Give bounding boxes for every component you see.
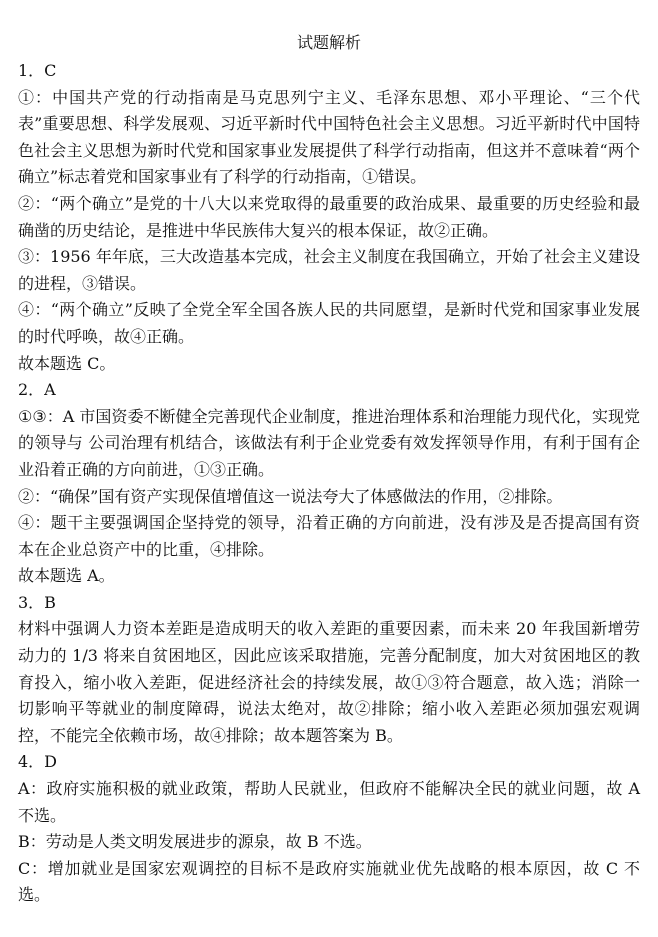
question-4-option-b-analysis: B：劳动是人类文明发展进步的源泉，故 B 不选。 bbox=[18, 832, 372, 852]
document-title: 试题解析 bbox=[296, 33, 361, 52]
question-4-option-a-analysis: A：政府实施积极的就业政策，帮助人民就业，但政府不能解决全民的就业问题，故 A 不选。 bbox=[18, 779, 640, 825]
question-1-option-1-analysis: ①：中国共产党的行动指南是马克思列宁主义、毛泽东思想、邓小平理论、“三个代表”重要思想、科学发展观、习近平新时代中国特色社会主义思想。习近平新时代中国特色社会主义思想为新时代党和国家事业发展提供了科学行动指南，但这并不意味着“两个确立”标志着党和国家事业有了科学的行动指南，①错误。 bbox=[18, 87, 640, 187]
question-2-option-13-analysis: ①③：A 市国资委不断健全完善现代企业制度，推进治理体系和治理能力现代化，实现党的领导与 公司治理有机结合，该做法有利于企业党委有效发挥领导作用，有利于国有企业沿着正确的方向前进，①③正确。 bbox=[18, 406, 640, 479]
question-2-conclusion: 故本题选 A。 bbox=[18, 566, 115, 586]
question-1-option-2-analysis: ②：“两个确立”是党的十八大以来党取得的最重要的政治成果、最重要的历史经验和最确凿的历史结论，是推进中华民族伟大复兴的根本保证，故②正确。 bbox=[18, 193, 640, 240]
question-2-option-4-analysis: ④：题干主要强调国企坚持党的领导，沿着正确的方向前进，没有涉及是否提高国有资本在企业总资产中的比重，④排除。 bbox=[18, 513, 640, 559]
question-1-option-3-analysis: ③：1956 年年底，三大改造基本完成，社会主义制度在我国确立，开始了社会主义建设的进程，③错误。 bbox=[18, 247, 640, 293]
question-2-option-2-analysis: ②：“确保”国有资产实现保值增值这一说法夸大了体感做法的作用，②排除。 bbox=[18, 486, 563, 506]
question-3-number: 3．B bbox=[18, 592, 56, 612]
question-2-number: 2．A bbox=[18, 380, 56, 400]
question-4-option-c-analysis: C：增加就业是国家宏观调控的目标不是政府实施就业优先战略的根本原因，故 C 不选。 bbox=[18, 858, 640, 905]
question-3-analysis: 材料中强调人力资本差距是造成明天的收入差距的重要因素，而未来 20 年我国新增劳动力的 1/3 将来自贫困地区，因此应该采取措施，完善分配制度，加大对贫困地区的教育投入，缩小收入差距，促进经济社会的持续发展，故①③符合题意，故入选；消除一切影响平等就业的制度障碍，说法太绝对，故②排除；缩小收入差距必须加强宏观调控，不能完全依赖市场，故④排除；故本题答案为 B。 bbox=[18, 619, 640, 745]
question-1-option-4-analysis: ④：“两个确立”反映了全党全军全国各族人民的共同愿望，是新时代党和国家事业发展的时代呼唤，故④正确。 bbox=[18, 300, 640, 346]
question-1-number: 1．C bbox=[18, 61, 57, 80]
question-1-conclusion: 故本题选 C。 bbox=[18, 353, 116, 373]
question-4-number: 4．D bbox=[18, 752, 58, 772]
